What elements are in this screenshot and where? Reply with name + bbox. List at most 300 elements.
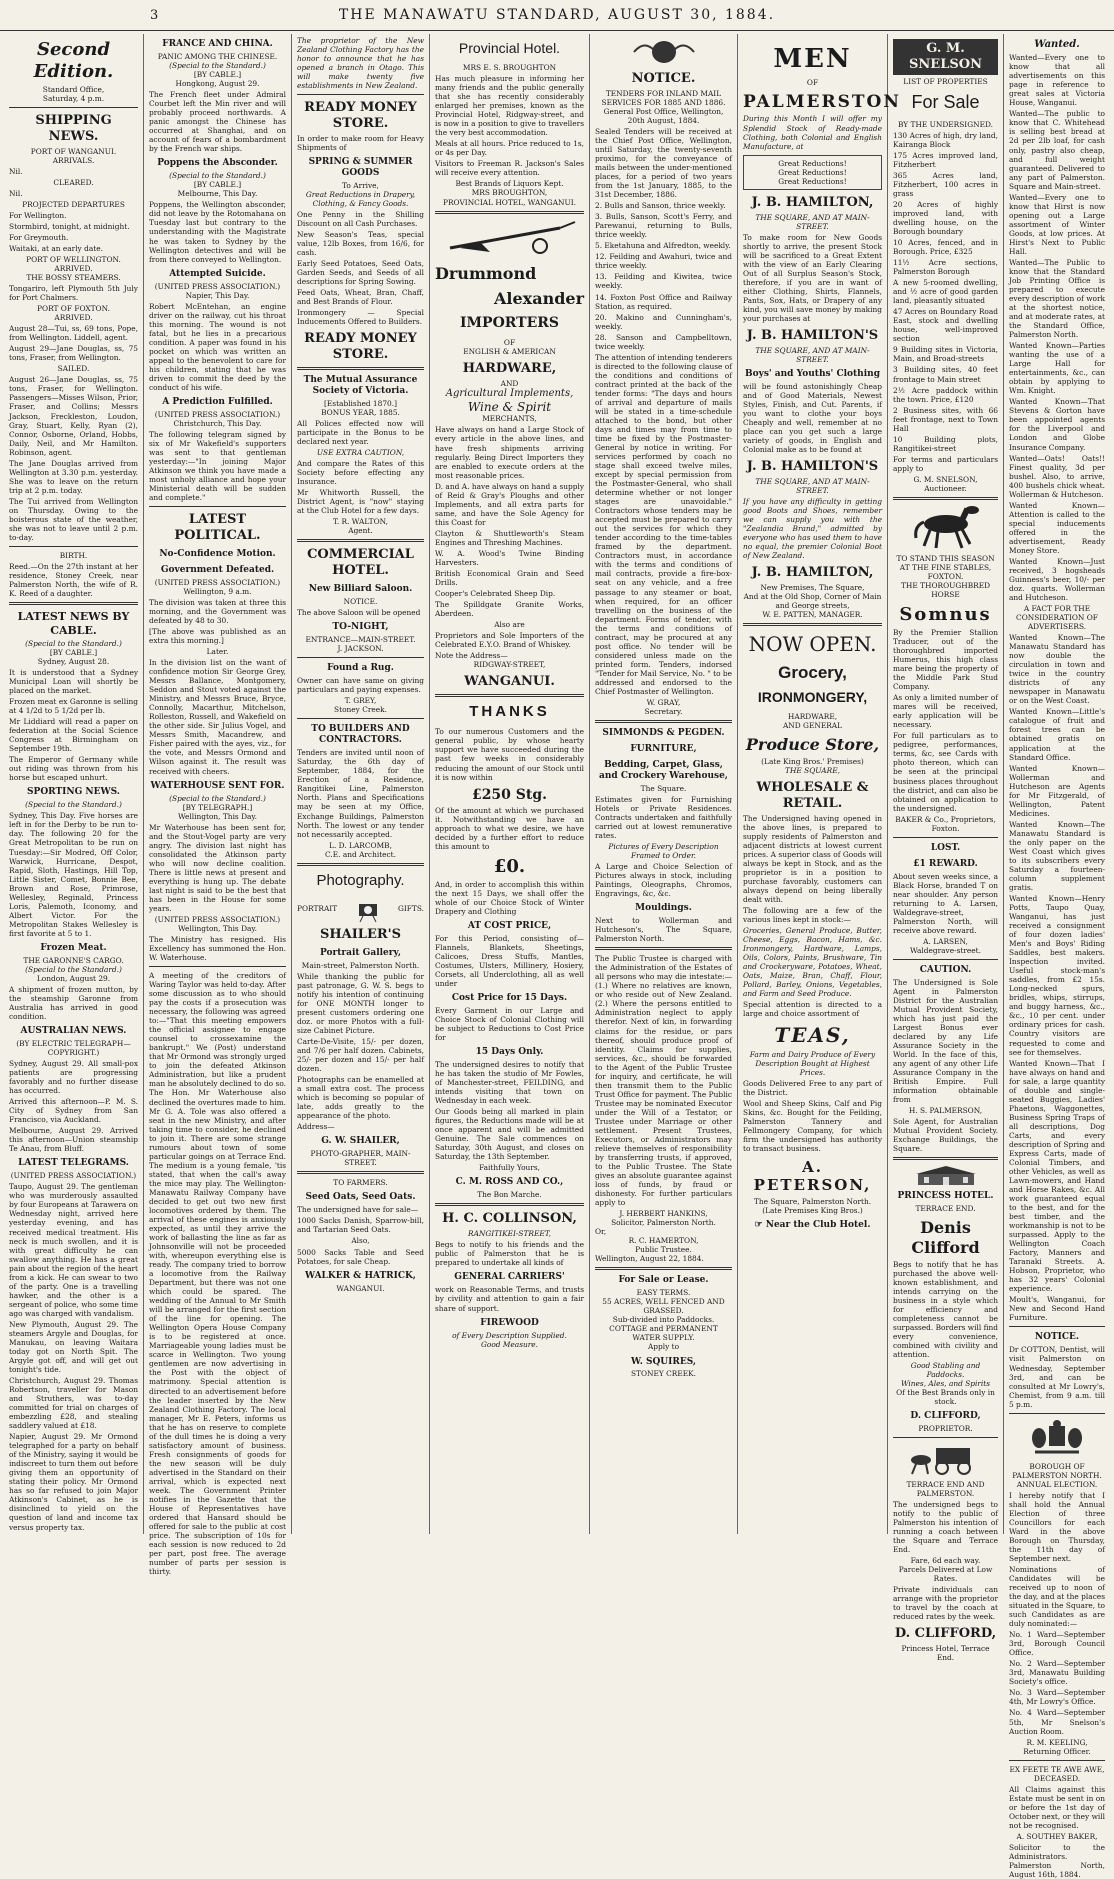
newspaper-title: THE MANAWATU STANDARD, AUGUST 30, 1884. [338,7,776,23]
columns [4,34,1110,1879]
text: 3 Building sites, 40 feet frontage to Main street [893,365,998,384]
subheading: ARRIVED. [54,313,93,323]
ad-title: G. M. SNELSON [893,39,998,75]
column-5 [590,34,738,1534]
text: AND [500,378,519,388]
text: The above Saloon will be opened [297,608,421,618]
text: Tongariro, left Plymouth 5th July for Port Chalmers. [9,284,138,303]
ad-title: Photography. [316,871,405,889]
text: Tenders are invited until noon of Saturday, the 6th day of September, 1884, for the Erection of a Residence, Rangitikei Line, Palmerston North. Plans and Specifications may be seen at my Office, Exchange Buildings, Palmerston North. The lowest or any tender not necessarily accepted. [297,748,424,839]
column-7 [888,34,1004,1663]
text: Every Garment in our Large and Choice Stock of Colonial Clothing will be subject to Reductions to Cost Price for [435,1006,584,1043]
time-line: Saturday, 4 p.m. [42,93,105,103]
text: Nil. [9,166,23,176]
text: 11½ Acre sections, Palmerston Borough [893,258,998,277]
text: Sole Agent, for Australian Mutual Provident Society. Exchange Buildings, the Square. [893,1117,998,1154]
text: BONUS YEAR, 1885. [321,408,400,418]
signature: A. LARSEN, [923,936,968,946]
text: ENGLISH & AMERICAN [463,346,556,356]
text: And, in order to accomplish this within the next 15 Days, we shall offer the whole of our Choice Stock of Winter Drapery and Clothing [435,879,584,916]
text: Dr COTTON, Dentist, will visit Palmerston on Wednesday, September 3rd, and can be consulted at Mr Lowry's, Chemist, from 9 a.m. till 5 p.m. [1009,1345,1105,1409]
text: Melbourne, August 29. Arrived this afternoon—Union steamship Te Anau, from Bluff. [9,1126,138,1154]
text: BY THE UNDERSIGNED. [898,119,993,129]
subheading: CLEARED. [53,177,94,187]
dateline: Hongkong, August 29. [175,79,260,89]
ad-subtitle: 15 Days Only. [475,1047,544,1058]
section-title: AUSTRALIAN NEWS. [20,1026,127,1036]
section-title: A Prediction Fulfilled. [162,396,273,407]
text: Estimates given for Furnishing Hotels or Private Residences. Contracts undertaken and faithfully carried out at lowest remunerative rates. [595,794,732,840]
ad-title: Somnus [899,604,992,626]
classified-ad: Wanted—The public to know that C. Whitehead is selling best bread at 2d per 2lb loaf, for cash only, pastry also cheap, and full weight guaranteed. Delivered to any part of Palmerston. Square and Main-street. [1009,109,1105,191]
text: Poppens, the Wellington absconder, did not leave by the Rotomahana on Tuesday last but contrary to the understanding with the Magistrate he was taken to Sydney by the Wellington detectives and will be from there conveyed to Wellington. [149,200,286,264]
text: NOTICE. [343,597,378,607]
ad-title: COMMERCIAL HOTEL. [307,547,414,579]
signature: R. C. HAMERTON, [628,1236,699,1246]
signature: J. JACKSON. [337,644,384,654]
subheading: ARRIVED. [54,264,93,274]
text: TERRACE END. [915,1204,976,1214]
ad-title: SIMMONDS & PEGDEN. [602,727,725,738]
section-title: Wanted. [1034,39,1080,50]
classified-ad: Wanted Known—The Manawatu Standard has now double the circulation in town and twice in the country districts of any newspaper in Manawatu or on the West Coast. [1009,633,1105,706]
ad-title: BOROUGH OF PALMERSTON NORTH. [1012,1461,1102,1480]
ad-title: LOST. [930,842,961,853]
column-6 [738,34,901,1534]
text: OF [806,77,819,87]
ad-title: THANKS [469,703,550,721]
dateline: London, August 29. [36,973,111,983]
signature: R. M. KEELING, [1026,1737,1088,1747]
text: The Jane Douglas arrived from Wellington at 3.30 p.m. yesterday. She was to leave on the return trip at 2 p.m. today. [9,458,138,495]
subheading: SAILED. [57,364,90,374]
signature: L. D. LARCOMB, [329,840,392,850]
text: Special attention is directed to a large and choice assortment of [743,1000,882,1019]
text: For full particulars as to pedigree, performances, terms, &c, see Cards with photo thereon, which can be seen at the principal business places throughout the district, and can also be obtained on application to the undersigned. [893,731,998,813]
text: The undersigned begs to notify to the public of Palmerston his intention of running a coach between the Square and Terrace End. [893,1500,998,1555]
text: Private individuals can arrange with the proprietor to travel by the coach at reduced rates by the week. [893,1585,998,1622]
signature: A. PETERSON, [753,1158,872,1195]
classified-ad: Wanted Known—Attention is called to the special inducements offered in the advertisement, Ready Money Store. [1009,500,1105,555]
text: In order to make room for Heavy Shipments of [297,133,424,152]
text: Photographs can be enamelled at a small extra cost. The process which is becoming so popular of late, adds greatly to the appearance of the photo. [297,1075,424,1121]
text: W. E. PATTEN, MANAGER. [762,610,863,620]
text: Agent. [348,526,373,536]
text: PORTRAIT [297,904,338,914]
text: Mr Waterhouse has been sent for, and the Stout-Vogel party are very angry. The division last night has consolidated the Atkinson party who will now decline coalition. There is little news at present and everything is hung up. The debate last night is said to be the best that has been in the House for some years. [149,822,286,913]
ad-subtitle: TEAS, [774,1023,851,1048]
text: Feed Oats, Wheat, Bran, Chaff, and Best Brands of Flour. [297,288,424,307]
text: New Season's Teas, special value, 12lb Boxes, from 16/6, for cash. [297,230,424,258]
ad-subtitle: WANGANUI. [464,674,555,690]
text: Visitors to Freeman R. Jackson's Sales will receive every attention. [435,159,584,178]
subheading: [BY TELEGRAPH.] [182,802,253,812]
section-title: LATEST NEWS BY CABLE. [17,610,130,637]
text: 13. Feilding and Kiwitea, twice weekly. [595,272,732,291]
column-1 [4,34,144,1534]
text: Good Stabling and Paddocks. [910,1360,981,1379]
text: Mr Whitworth Russell, the District Agent, is "now" staying at the Club Hotel for a few days. [297,488,424,516]
text: The division was taken at three this morning, and the Government was defeated by 48 to 30. [149,597,286,625]
signature: BAKER & Co., Proprietors, [895,814,996,824]
text: Wool and Sheep Skins, Calf and Pig Skins, &c. Bought for the Feilding, Palmerston Tannery and Fellmongery Company, for which firm the undersigned has authority to transact business. [743,1099,882,1154]
text: Of the amount at which we purchased it. Notwithstanding we have an approach to what we desire, we have decided by a further effort to reduce this amount to [435,805,584,851]
classified-ad: Moult's, Wanganui, for New and Second Hand Furniture. [1009,1295,1105,1323]
text: Good Measure. [480,1339,539,1349]
dateline: Wellington, 9 a.m. [183,586,252,596]
text: Carte-De-Visite, 15/- per dozen, and 7/6 per half dozen. Cabinets, 25/- per dozen and 15/- per half dozen. [297,1037,424,1074]
text: Solicitor to the Administrators. Palmerston North, August 16th, 1884. [1009,1842,1105,1879]
text: Auctioneer. [924,483,967,493]
ad-title: READY MONEY STORE. [304,100,417,132]
dateline: Christchurch, This Day. [173,418,262,428]
ad-title: J. B. HAMILTON'S [746,459,879,475]
text: Proprietors and Sole Importers of the Celebrated E.Y.O. Brand of Whiskey. [435,631,584,650]
text: August 29—Jane Douglas, ss, 75 tons, Fraser, from Wellington. [9,344,138,363]
ad-subtitle: FURNITURE, [630,743,697,754]
text: THE SQUARE, AND AT MAIN-STREET. [755,345,870,364]
text: [The above was published as an extra this morning.] [149,627,286,646]
text: Fare, 6d each way. [910,1556,981,1566]
text: Stoney Creek. [334,705,387,715]
text: Sub-divided into Paddocks. [612,1315,715,1325]
column-3 [292,34,430,1534]
classified-ad: Wanted Known—Henry Potts, Taupo Quay, Wanganui, has just received a consignment of four dozen ladies' Men's and Boys' Riding Saddles, best makers. Inspection invited. Useful stock-man's saddles, from £2 15s. Long-necked spurs, bridles, whips, stirrups, and buggy harness, &c., &c., 10 per cent. under ordinary prices for cash. Country visitors are requested to come and see for themselves. [1009,894,1105,1057]
text: Reed.—On the 27th instant at her residence, Stoney Creek, near Palmerston North, the wife of R. K. Reed of a daughter. [9,561,138,599]
text: THE THOROUGHBRED HORSE [900,580,991,600]
masthead [0,0,1114,31]
text: Our Goods being all marked in plain figures, the Reductions made will be at once apparent and will be admitted Genuine. The Sale commences on Saturday, 30th August, and closes on Saturday, the 13th September. [435,1107,584,1162]
text: 14. Foxton Post Office and Railway Station, as required. [595,292,732,311]
text: A meeting of the creditors of Waring Taylor was held to-day. After some discussion as to who should pay the costs if a prosecution was necessary, the following was agreed to:—"That this meeting empowers the official assignee to engage counsel to crossexamine the bankrupt." We (Post) understand that Mr Ormond was strongly urged to join the defeated Atkinson Administration, but like a prudent man he absolutely declined to do so. The Hon. Mr Waterhouse also declined the overtures made to him. Mr G. A. Tole was also offered a seat in the new Ministry, and after taking time to consider, he declined to join it. There are some strange rumours about town of some particular goings on at Terrace End. The medium is a young female, 'tis stated, that when the call's away the mice may play. The Wellington-Manawatu Railway Company have decided to get out two new first locomotives ordered by them. The arrival of these engines is anxiously expected, as until they arrive the work of ballasting the line as far as Johnsonville will not be proceeded with, whereupon everything else is ready. The company tried to borrow a locomotive from the Railway Department, but there was not one which could be spared. The wedding of the Annual to Mr Smith will be arranged for the first section of the line for opening. The Wellington Opera House Company is to be registered at once. Marriageable young ladies must be scarce in Wellington. Two young gentlemen are now advertising in the Post with the object of matrimony. Special attention is directed to an advertisement before the leader inserted by the New Zealand Clothing Factory. The local manager, Mr E. Peters, informs us that he has on reserve to complete of the dull times he is doing a very satisfactory amount of business. Fresh consignments of goods for the new season will be duly advertised in the Standard on their arrival, which is expected next week. The Government Printer notifies in the Gazette that the House of Representatives have ordered that Hansard should be offered for sale to the public at cost price. The subscription of 10s for each session is now reduced to 2d per part, post free. The average number of parts per session is thirty. [149,971,286,1577]
dateline: Later. [206,647,229,657]
ad-subtitle: New Billiard Saloon. [308,584,413,595]
classified-ad: Wanted Known—Parties wanting the use of a Large Hall for entertainments, &c., can obtain by applying to Wm. Knight. [1009,341,1105,396]
subheading: PANIC AMONG THE CHINESE. [157,51,278,61]
section-title: Attempted Suicide. [169,268,266,279]
ad-subtitle: £1 REWARD. [913,858,978,869]
text: 12. Feilding and Awahuri, twice and thrice weekly. [595,252,732,271]
text: No. 2 Ward—September 3rd, Manawatu Building Society's office. [1009,1659,1105,1687]
text: The undersigned desires to notify that he has taken the studio of Mr Fowles, of Manchester-street, FEILDING, and intends visiting that town on Wednesday in each week. [435,1060,584,1106]
subheading: (UNITED PRESS ASSOCIATION.) [154,281,281,291]
classified-ad: Wanted—Oats! Oats!! Finest quality, 3d per bushel. Also, to arrive, 400 bushels chick wheat. Wollerman & Hutcheson. [1009,453,1105,499]
text: The French fleet under Admiral Courbet left the Min river and will probably proceed northwards. A panic amongst the Chinese has occurred at Shanghai, and on account of fears of a bombardment by the French war ships. [149,90,286,154]
text: Sydney, This Day. Five horses are left in for the Derby to be run to-day. The following 20 for the Great Metropolitan to be run on Tuesday:—Sir Modred, Off Color, Warwick, Hurricane, Despot, Rapid, Sloth, Hastings, Hill Top, Little Sister, Comet, Bonnie Bee, Brown and Rose, Primrose, Wellesley, Reginald, Princess Loris, Palemoth, Iconomy, and Albert Victor. For the Metropolitan Stakes Wellesley is first favorite at 5 to 1. [9,811,138,938]
text: 9 Building sites in Victoria, Main, and Broad-streets [893,345,998,364]
port-heading: PORT OF FOXTON. [37,304,110,314]
section-title: FRANCE AND CHINA. [162,39,273,49]
text: 47 Acres on Boundary Road East, stock and dwelling house, well-improved section [893,307,998,344]
text: The Spilldgate Granite Works, Aberdeen. [435,600,584,619]
ad-subtitle: SPRING & SUMMER GOODS [308,156,413,178]
text: Near the Club Hotel. [765,1219,871,1230]
classified-ad: Wanted Known—That Stevens & Gorton have been appointed agents for the Liverpool and London and Globe Insurance Company. [1009,397,1105,452]
text: [Established 1870.] [324,399,397,409]
ad-title: PRINCESS HOTEL. [897,1191,994,1202]
text: Napier, August 29. Mr Ormond telegraphed for a party on behalf of the Ministry, saying it would be indiscreet to turn them out before giving them an opportunity of stating their policy. Mr Ormond has so far refused to join Major Atkinson's Cabinet, as he is disinclined to yield on the question of land and income tax versus property tax. [9,1432,138,1532]
ad-subtitle: ANNUAL ELECTION. [1016,1479,1098,1489]
text: New Plymouth, August 29. The steamers Argyle and Douglas, for Manukau, on leaving Waitara today got on North Spit. The Argyle got off, and will get out tonight's tide. [9,1319,138,1374]
text: British Economical Grain and Seed Drills. [435,568,584,587]
subheading: (UNITED PRESS ASSOCIATION.) [10,1171,137,1181]
text: GIFTS. [397,904,424,914]
text: LIST OF PROPERTIES [903,76,988,86]
subheading: (UNITED PRESS ASSOCIATION.) [154,577,281,587]
ad-title: J. B. HAMILTON'S [746,327,879,343]
subheading: (Special to the Standard.) [25,638,122,648]
column-8 [1004,34,1110,1879]
text: Foxton. [931,823,960,833]
amount: £0. [493,855,526,877]
text: (Late King Bros.' Premises) [761,756,864,766]
camera-icon [355,896,381,922]
ad-title: J. B. HAMILTON, [751,194,874,210]
ad-subtitle: Portrait Gallery, [319,947,402,958]
text: Begs to notify that he has purchased the above well-known establishment, and intends carrying on the business in a style which for efficiency and completeness cannot be surpassed. Borders will find every convenience, combined with civility and attention. [893,1259,998,1359]
text: Apply to [647,1342,680,1352]
text: D. and A. have always on hand a supply of Reid & Gray's Ploughs and other Implements, and all extra parts for same, and have the Sole Agency for this Coast for [435,481,584,527]
text: To Arrive, [342,180,379,190]
ad-subtitle: Boys' and Youths' Clothing [745,368,880,379]
text: Frozen meat ex Garonne is selling at 4 1/2d to 5 1/2d per lb. [9,697,138,716]
signature: MRS BROUGHTON, [471,188,548,198]
text: No. 3 Ward—September 4th, Mr Lowry's Office. [1009,1688,1105,1707]
ad-title: NOTICE. [631,71,696,86]
text: 5. Eketahuna and Alfredton, weekly. [595,241,731,251]
text: C.E. and Architect. [324,849,396,859]
dateline: General Post Office, Wellington, 20th August, 1884. [603,106,724,125]
dateline: Wellington, This Day. [178,811,257,821]
ad-title: CAUTION. [919,964,972,975]
ad-subtitle: Seed Oats, Seed Oats. [305,1192,416,1203]
subheading: (Special to the Standard.) [169,61,266,70]
text: Nominations of Candidates will be received up to noon of the day, and at the places situated in the Square, to such Candidates as are duly nominated:— [1009,1565,1105,1629]
ad-title: READY MONEY STORE. [304,331,417,363]
classified-ad: Wanted Known—Wollerman and Hutcheson are Agents for Mr Fitzgerald, of Wellington, Patent Medicines. [1009,763,1105,818]
signature: D. CLIFFORD, [894,1626,997,1642]
text: ENTRANCE—MAIN-STREET. [305,635,416,645]
dateline: Napier, This Day. [185,290,250,300]
text: Waitaki, at an early date. [9,243,103,253]
text: For Greymouth. [9,232,69,242]
text: will be found astonishingly Cheap and of Good Materials, Newest Styles, Finish, and Cut. Parents, if you want to clothe your boys Cheaply and well, remember at no place can you get such a large variety of goods, in English and Colonial make as to be found at [743,381,882,455]
text: A Large and Choice Selection of Pictures always in stock, including Paintings, Oleographs, Chromos, Engravings, &c, &c. [595,862,732,899]
text: 3. Bulls, Sanson, Scott's Ferry, and Parewanui, returning to Bulls, thrice weekly. [595,212,732,240]
text: I hereby notify that I shall hold the Annual Election of three Councillors for each Ward in the above Borough on Thursday, the 11th day of September next. [1009,1490,1105,1563]
text: New Premises, The Square, [760,583,865,593]
text: TO-NIGHT, [332,622,389,633]
text: A shipment of frozen mutton, by the steamship Garonne from Australia has arrived in good condition. [9,984,138,1021]
ad-subtitle: FIREWOOD [480,1317,539,1328]
classified-ad: Wanted Known—Little's catalogue of fruit and forest trees can be obtained gratis on application at the Standard Office. [1009,707,1105,762]
pointing-hand-icon: ☞ [754,1219,766,1230]
text: HARDWARE, [787,712,838,722]
text: PROVINCIAL HOTEL, WANGANUI. [442,197,577,207]
text: Clayton & Shuttleworth's Steam Engines and Threshing Machines. [435,528,584,547]
ad-subtitle: TENDERS FOR INLAND MAIL SERVICES FOR 1885 AND 1886. [601,88,726,107]
shipping-title: SHIPPING NEWS. [35,112,112,144]
section-title: LATEST TELEGRAMS. [18,1158,129,1169]
text: Faithfully Yours, [479,1163,540,1173]
signature: G. M. SNELSON, [913,474,978,484]
amount: £250 Stg. [471,786,548,803]
text: work on Reasonable Terms, and trusts by civility and attention to gain a fair share of support. [435,1285,584,1313]
subheading: A FACT FOR THE CONSIDERATION OF ADVERTISERS. [1016,604,1098,632]
text: In the division list on the want of confidence motion Sir George Grey, Messrs Ballance, Montgomery, Seddon and Stout voted against the Ministry, and Messrs Bruce, Bryce, Connolly, Macarthur, Mitchelson, Rolleston, Russell, and Wakefield on the other side. Sir Julius Vogel, and Messrs Smith, Macandrew, and Fisher paired with the ayes, viz., for the vote, and Messrs Ormond and Wilson against it. The result was received with cheers. [149,658,286,776]
subheading: ARRIVALS. [52,155,95,165]
text: PHOTO-GRAPHER, MAIN-STREET. [310,1149,411,1168]
section-title: No-Confidence Motion. [159,548,276,559]
ad-subtitle: Produce Store, [745,735,880,755]
ad-subtitle: Wine & Spirit [467,399,552,414]
text: And at the Old Shop, Corner of Main and George streets, [743,592,882,611]
ad-title: SHAILER'S [319,926,402,942]
text: AND GENERAL [782,721,843,731]
text: Groceries, General Produce, Butter, Cheese, Eggs, Bacon, Hams, &c. Ironmongery, Hardware, Lamps, Oils, Colors, Paints, Brushware, Tin and Crockeryware, Potatoes, Wheat, Oats, Maize, Bran, Chaff, Flour, Pollard, Barley, Onions, Vegetables, and Farm and Seed Produce. [743,926,882,999]
section-title: SPORTING NEWS. [27,787,120,798]
text: August 26—Jane Douglas, ss, 75 tons, Fraser, for Wellington. Passengers—Misses Wilson, Prior, Fraser, and Collins; Messrs Jackson, Freckleston, Loudon, Gray, Stuart, Kelly, Ryan (2), Connor, Osborne, Orland, Hobbs, Daily, Neil, and Mr Hamilton. Robinson, agent. [9,375,138,457]
section-title: Government Defeated. [160,564,275,575]
subheading: (BY ELECTRIC TELEGRAPH—COPYRIGHT.) [16,1038,131,1057]
ad-title: Denis Clifford [911,1218,980,1257]
ad-title: PALMERSTON [743,91,901,112]
coat-of-arms-icon [1027,1418,1087,1458]
ad-subtitle: HARDWARE, [462,360,557,376]
text: Stormbird, tonight, at midnight. [9,221,130,231]
text: RANGITIKEI-STREET, [468,1229,551,1239]
text: As only a limited number of mares will be received, early application will be necessary. [893,693,998,730]
text: The following are a few of the various lines kept in stock:— [743,906,882,925]
text: A new 5-roomed dwelling, and ½ acre of good garden land, pleasantly situated [893,278,998,306]
text: EASY TERMS. [636,1288,691,1298]
text: Meals at all hours. Price reduced to 1s, or 4s per Day. [435,139,584,158]
subheading: (UNITED PRESS ASSOCIATION.) [154,409,281,419]
signature: T. GREY, [344,696,377,706]
text: TO STAND THIS SEASON AT THE FINE STABLES, FOXTON. [896,553,995,581]
text: of Every Description Supplied. [452,1330,567,1340]
text: Begs to notify to his friends and the public of Palmerston that he is prepared to undertake all kinds of [435,1240,584,1268]
text: Goods Delivered Free to any part of the District. [743,1078,882,1097]
text: For Wellington. [9,210,67,220]
text: Sydney, August 29. All small-pox patients are progressing favorably and no further disease has occurred. [9,1059,138,1096]
text: W. A. Wood's Twine Binding Harvesters. [435,548,584,567]
text: 365 Acres land, Fitzherbert, 100 acres in grass [893,170,998,198]
text: For terms and particulars apply to [893,454,998,473]
text: COTTAGE and PERMANENT WATER SUPPLY. [609,1324,718,1343]
text: 1000 Sacks Danish, Sparrow-bill, and Tartarian Seed Oats. [297,1216,424,1235]
classified-ad: Wanted—Every one to know that Hirst is now opening out a Large assortment of Winter Goods, at low prices. At Hirst's Next to Public Hall. [1009,192,1105,256]
text: 55 ACRES, WELL FENCED AND GRASSED. [602,1297,725,1316]
text: About seven weeks since, a Black Horse, branded T on near shoulder. Any person returning to A. Larsen, Waldegrave-street, Palmerston North, will receive above reward. [893,871,998,935]
ad-subtitle: Pictures of Every Description Framed to Order. [608,842,719,861]
dateline: Melbourne, This Day. [177,189,258,199]
ad-title: J. B. HAMILTON, [751,565,874,581]
column-2 [144,34,292,1577]
ad-subtitle: GENERAL CARRIERS' [454,1272,565,1283]
column-4 [430,34,590,1534]
signature: D. CLIFFORD, [910,1411,981,1421]
text: By the Premier Stallion Traducer, out of the thoroughbred imported Humerus, this high class mare being the property of the Middle Park Stud Company. [893,628,998,692]
ad-subtitle: AT COST PRICE, [467,920,552,931]
ad-title: TERRACE END AND PALMERSTON. [906,1480,985,1499]
ad-title: Drummond [435,263,537,283]
text: To our numerous Customers and the general public, by whose hearty support we have succeeded during the past few weeks in considerably reducing the amount of our Stock until it is now within [435,727,584,782]
text: For this Period, consisting of—Flannels, Blankets, Sheetings, Calicoes, Dress Stuffs, Mantles, Costumes, Ulsters, Millinery, Hosiery, Corsets, all Underclothing, all as well under [435,933,584,989]
ad-subtitle: Bedding, Carpet, Glass, and Crockery Warehouse, [599,759,728,781]
plough-icon [440,218,580,258]
signature: J. HERBERT HANKINS, [619,1209,708,1219]
text: Address— [297,1122,335,1132]
text: August 28—Tui, ss, 69 tons, Pope, from Wellington. Liddell, agent. [9,324,138,343]
ad-title: EX FEETE TE AWE AWE, DECEASED. [1009,1764,1105,1783]
text: No. 1 Ward—September 3rd, Borough Council Office. [1009,1630,1105,1658]
text: Robert McEntehan, an engine driver on the railway, cut his throat this morning. The wound is not fatal, but he lies in a precarious condition. A paper was found in his pocket on which was written an appeal to the benevolent to care for his children, stating that he was driven to commit the deed by the conduct of his wife. [149,301,286,392]
text: 2 Business sites, with 66 feet frontage, next to Town Hall [893,405,998,433]
text: Great Reductions! [778,176,847,186]
text: 10 Acres, fenced, and in Borough. Price, £325 [893,238,998,257]
text: Mr Liddiard will read a paper on federation at the Social Science Congress at Birmingham on September 19th. [9,717,138,754]
building-icon [906,1164,986,1186]
text: Of the Best Brands only in stock. [896,1387,995,1406]
text: While thanking the public for past patronage, G. W. S. begs to notify his intention of continuing for ONE MONTH longer to present customers ordering one doz. or more Photos with a full-size Cabinet Picture. [297,971,424,1035]
port-heading: PORT OF WANGANUI. [30,146,117,156]
text: PROPRIETOR. [918,1423,973,1433]
horse-icon [906,504,986,550]
text: 10 Building plots, Rangitikei-street [893,434,998,453]
subheading: (Special to the Standard.) [169,793,266,803]
ad-subtitle: IRONMONGERY, [757,689,868,706]
signature: W. GRAY, [646,697,681,707]
text: 130 Acres of high, dry land, Kairanga Block [893,130,998,149]
edition-title: Second Edition. [33,39,114,82]
text: THE SQUARE, [785,766,840,776]
text: Great Reductions! [778,158,847,168]
text: WANGANUI. [336,1283,385,1293]
text: The undersigned have for sale— [297,1205,419,1215]
text: THE SQUARE, AND AT MAIN-STREET. [755,212,870,231]
text: Ironmongery — Special Inducements Offered to Builders. [297,308,424,327]
text: Also, [351,1236,370,1246]
text: OF [503,337,516,347]
subheading: (Special to the Standard.) [25,964,122,974]
text: 28. Sanson and Campbelltown, twice weekly. [595,332,732,351]
hand-pointer [743,1220,882,1231]
text: All Polices effected now will participate in the Bonus to be declared next year. [297,419,424,447]
text: STONEY CREEK. [630,1369,697,1379]
text: Or, [595,1227,607,1237]
text: Princess Hotel, Terrace End. [901,1644,990,1663]
text: Christchurch, August 29. Thomas Robertson, traveller for Mason and Struthers, was to-day committed for trial on charges of embezzling £28, and stealing saddlery valued at £18. [9,1376,138,1431]
text: Also are [494,620,525,630]
text: Arrived this afternoon—P. M. S. City of Sydney from San Francisco, via Auckland. [9,1097,138,1125]
dateline: Sydney, August 28. [37,656,110,666]
section-title: NOTICE. [1034,1332,1080,1343]
ad-title: NOW OPEN. [748,632,877,657]
subheading: (Special to the Standard.) [25,800,122,810]
text: 20 Acres of highly improved land, with dwelling house, on the Borough boundary [893,199,998,237]
text: 2. Bulls and Sanson, thrice weekly. [595,201,726,211]
port-heading: PORT OF WELLINGTON. [26,255,121,264]
text: The Undersigned is Sole Agent in Palmerston District for the Australian Mutual Provident Society, which has just paid the Largest Bonus ever declared by any Life Assurance Society in the World. In the face of this, any agent of any other Life Assurance Company in the British Empire. Full information obtainable from [893,977,998,1105]
text: Have always on hand a Large Stock of every article in the above lines, and have fresh shipments arriving regularly. Being Direct Importers they are enabled to execute orders at the most reasonable prices. [435,425,584,480]
text: Waldegrave-street. [910,945,981,955]
signature: W. SQUIRES, [630,1356,697,1367]
text: The Ministry has resigned. His Excellency has summoned the Hon. W. Waterhouse. [149,934,286,963]
text: The Bon Marche. [477,1190,542,1200]
subheading: THE GARONNE'S CARGO. [23,955,124,965]
subheading: [BY CABLE.] [49,647,98,657]
